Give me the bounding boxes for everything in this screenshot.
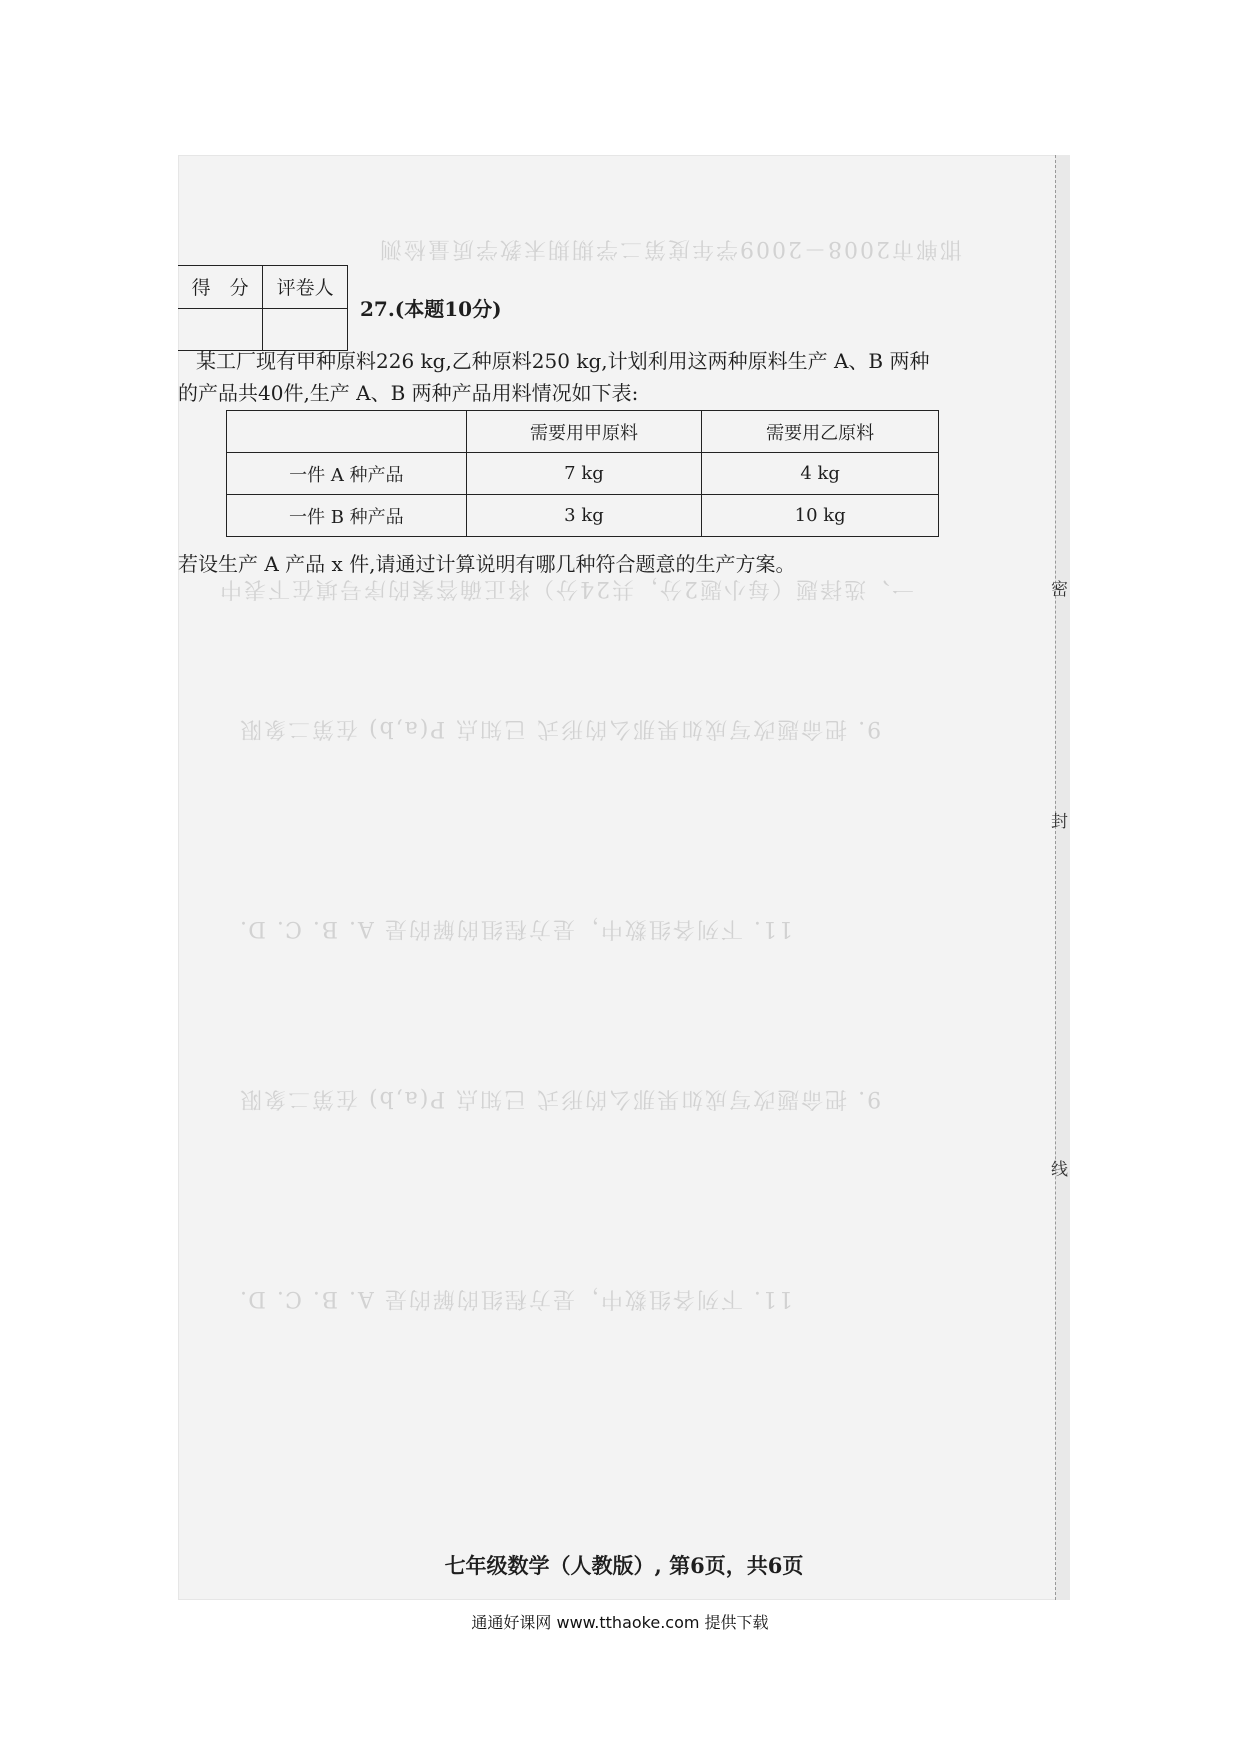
question-instruction: 若设生产 A 产品 x 件,请通过计算说明有哪几种符合题意的生产方案。 bbox=[178, 552, 796, 576]
table-row bbox=[227, 453, 939, 495]
table-cell: 一件 B 种产品 bbox=[227, 495, 467, 537]
download-credit: 通通好课网 www.tthaoke.com 提供下载 bbox=[471, 1613, 769, 1632]
table-cell: 7 kg bbox=[466, 453, 702, 495]
bleed-through-heading: 邯郸市2008－2009学年度第二学期期末教学质量检测 bbox=[378, 236, 962, 261]
table-cell: 4 kg bbox=[702, 453, 939, 495]
table-header-cell: 需要用甲原料 bbox=[466, 411, 702, 453]
table-header-cell bbox=[227, 411, 467, 453]
question-intro-line2: 的产品共40件,生产 A、B 两种产品用料情况如下表: bbox=[178, 381, 639, 405]
table-cell: 一件 A 种产品 bbox=[227, 453, 467, 495]
bleed-through-line: 11. 下列各组数中，是方程组的解的是 A. B. C. D. bbox=[238, 1286, 793, 1311]
material-usage-table bbox=[226, 410, 939, 537]
bleed-through-line: 9. 把命题改写成如果那么的形式 已知点 P(a,b) 在第二象限 bbox=[238, 1086, 882, 1111]
bleed-through-line: 一、选择题（每小题2分，共24分）将正确答案的序号填在下表中 bbox=[218, 576, 914, 601]
table-row bbox=[227, 495, 939, 537]
question-title: 27.(本题10分) bbox=[360, 297, 502, 321]
binding-margin bbox=[1051, 155, 1070, 1600]
table-header-cell: 需要用乙原料 bbox=[702, 411, 939, 453]
score-label: 得 分 bbox=[178, 266, 263, 309]
score-box bbox=[178, 265, 348, 351]
question-intro-line1: 某工厂现有甲种原料226 kg,乙种原料250 kg,计划利用这两种原料生产 A、B 两种 bbox=[196, 349, 930, 373]
table-header-row bbox=[227, 411, 939, 453]
margin-char-seal: 封 bbox=[1051, 812, 1068, 832]
margin-char-line: 线 bbox=[1051, 1160, 1068, 1180]
margin-char-seal: 密 bbox=[1051, 580, 1068, 600]
table-cell: 3 kg bbox=[466, 495, 702, 537]
scanned-exam-page bbox=[178, 155, 1070, 1600]
bleed-through-line: 11. 下列各组数中，是方程组的解的是 A. B. C. D. bbox=[238, 916, 793, 941]
table-cell: 10 kg bbox=[702, 495, 939, 537]
grader-label: 评卷人 bbox=[263, 266, 348, 309]
page-footer: 七年级数学（人教版）, 第6页，共6页 bbox=[444, 1553, 804, 1578]
bleed-through-line: 9. 把命题改写成如果那么的形式 已知点 P(a,b) 在第二象限 bbox=[238, 716, 882, 741]
